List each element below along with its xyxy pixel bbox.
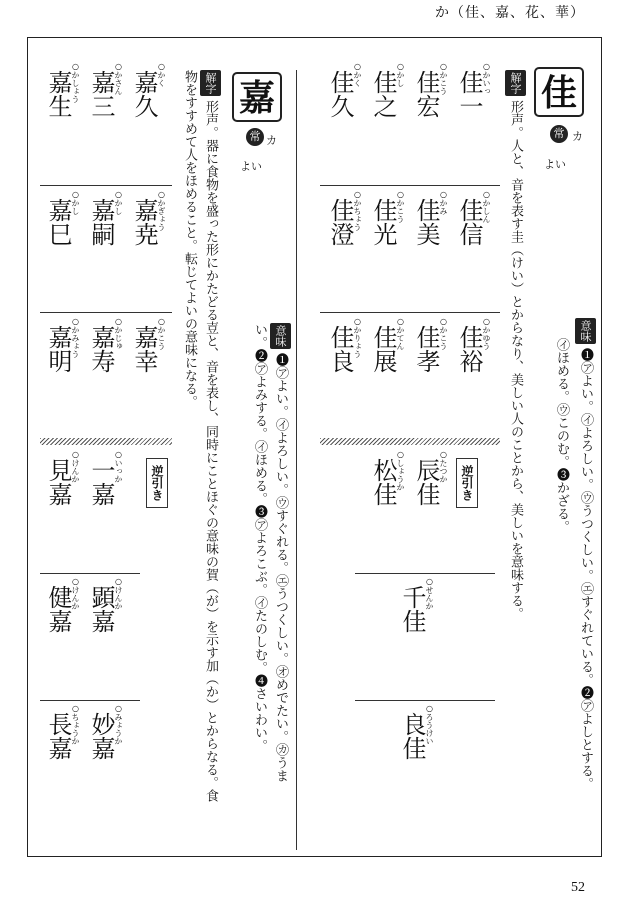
name-entry: 辰佳 <box>412 458 440 506</box>
row-divider <box>40 312 172 313</box>
entry-reading: ○かく <box>157 62 166 87</box>
kaiji-label: 解字 <box>505 70 526 96</box>
entry-reading: ○かいっ <box>482 62 491 95</box>
running-header: か（佳、嘉、花、華） <box>435 5 585 21</box>
name-entry: 一嘉 <box>87 458 115 506</box>
joyo-badge: 常 <box>246 128 264 146</box>
on-reading: カ <box>572 130 583 143</box>
entry-reading: ○かしん <box>482 190 491 223</box>
entry-reading: ○かぎょう <box>157 190 166 231</box>
kanji-headword-box: 佳 <box>534 67 584 117</box>
entry-reading: ○かし <box>114 190 123 215</box>
kun-reading: よい <box>544 158 566 171</box>
name-entry: 佳光 <box>369 198 397 246</box>
entry-reading: ○かしょう <box>71 62 80 103</box>
joyo-badge: 常 <box>550 125 568 143</box>
name-entry: 佳裕 <box>455 325 483 373</box>
name-entry: 佳宏 <box>412 70 440 118</box>
row-divider <box>320 312 500 313</box>
entry-reading: ○かちょう <box>353 190 362 231</box>
row-divider <box>40 185 172 186</box>
imi-label: 意味 <box>575 318 596 344</box>
on-reading: カ <box>266 134 277 147</box>
hatched-divider <box>320 438 500 445</box>
name-entry: 佳展 <box>369 325 397 373</box>
page-number: 52 <box>571 880 585 895</box>
hatched-divider <box>40 438 172 445</box>
row-divider <box>355 700 495 701</box>
entry-reading: ○かこう <box>439 62 448 95</box>
row-divider <box>40 573 140 574</box>
kaiji-text-2: 物をすすめて人をほめること。転じてよいの意味になる。 <box>182 70 197 408</box>
name-entry: 嘉三 <box>87 70 115 118</box>
imi-text-2: ㋑ほめる。㋒このむ。❸かざる。 <box>554 338 569 533</box>
reverse-lookup-label: 逆引き <box>146 458 168 508</box>
kun-reading: よい <box>240 160 262 173</box>
name-entry: 佳信 <box>455 198 483 246</box>
entry-reading: ○しょうか <box>396 450 405 491</box>
entry-reading: ○かさん <box>114 62 123 95</box>
reverse-lookup-label: 逆引き <box>456 458 478 508</box>
name-entry: 佳澄 <box>326 198 354 246</box>
name-entry: 嘉明 <box>44 325 72 373</box>
entry-reading: ○かし <box>71 190 80 215</box>
kaiji-text: 解字形声。人と、音を表す圭（けい）とからなり、美しい人のことから、美しいを意味する。 <box>505 70 526 620</box>
name-entry: 佳良 <box>326 325 354 373</box>
name-entry: 佳久 <box>326 70 354 118</box>
entry-reading: ○たつか <box>439 450 448 483</box>
name-entry: 佳孝 <box>412 325 440 373</box>
imi-text-1: 意味❶㋐よい。㋑よろしい。㋒すぐれる。㋓うつくしい。㋔めでたい。㋕うま <box>270 323 291 782</box>
name-entry: 長嘉 <box>44 712 72 760</box>
entry-reading: ○みょうか <box>114 704 123 745</box>
entry-reading: ○かゆう <box>482 317 491 350</box>
entry-reading: ○ちょうか <box>71 704 80 745</box>
name-entry: 嘉幸 <box>130 325 158 373</box>
row-divider <box>40 700 140 701</box>
kaiji-text-1: 解字形声。器に食物を盛った形にかたどる壴と、音を表し、同時にことほぐの意味の賀（が）を示す加（か）とからなる。食 <box>200 70 221 802</box>
imi-text-1: 意味❶㋐よい。㋑よろしい。㋒うつくしい。㋓すぐれている。❷㋐よしとする。 <box>575 318 596 790</box>
name-entry: 見嘉 <box>44 458 72 506</box>
name-entry: 顕嘉 <box>87 585 115 633</box>
entry-reading: ○かみょう <box>71 317 80 358</box>
name-entry: 嘉久 <box>130 70 158 118</box>
kaiji-label: 解字 <box>200 70 221 96</box>
name-entry: 健嘉 <box>44 585 72 633</box>
name-entry: 良佳 <box>398 712 426 760</box>
name-entry: 佳一 <box>455 70 483 118</box>
entry-reading: ○かてん <box>396 317 405 350</box>
entry-reading: ○けんか <box>71 577 80 610</box>
name-entry: 嘉生 <box>44 70 72 118</box>
name-entry: 嘉寿 <box>87 325 115 373</box>
name-entry: 佳美 <box>412 198 440 246</box>
entry-reading: ○かりょう <box>353 317 362 358</box>
entry-reading: ○けんか <box>71 450 80 483</box>
entry-reading: ○かこう <box>396 190 405 223</box>
entry-reading: ○かみ <box>439 190 448 215</box>
kanji-headword-box: 嘉 <box>232 72 282 122</box>
entry-reading: ○かこう <box>157 317 166 350</box>
entry-reading: ○いっか <box>114 450 123 483</box>
row-divider <box>355 573 495 574</box>
imi-label: 意味 <box>270 323 291 349</box>
name-entry: 千佳 <box>398 585 426 633</box>
entry-reading: ○せんか <box>425 577 434 610</box>
entry-reading: ○かこう <box>439 317 448 350</box>
section-divider <box>296 70 297 850</box>
entry-reading: ○かじゅ <box>114 317 123 350</box>
entry-reading: ○ろうけい <box>425 704 434 745</box>
name-entry: 妙嘉 <box>87 712 115 760</box>
name-entry: 佳之 <box>369 70 397 118</box>
imi-text-2: い。❷㋐よみする。㋑ほめる。❸㋐よろこぶ。㋑たのしむ。❹さいわい。 <box>252 323 267 752</box>
entry-reading: ○かし <box>396 62 405 87</box>
name-entry: 嘉嗣 <box>87 198 115 246</box>
entry-reading: ○かく <box>353 62 362 87</box>
row-divider <box>320 185 500 186</box>
entry-reading: ○けんか <box>114 577 123 610</box>
name-entry: 嘉巳 <box>44 198 72 246</box>
name-entry: 嘉尭 <box>130 198 158 246</box>
name-entry: 松佳 <box>369 458 397 506</box>
